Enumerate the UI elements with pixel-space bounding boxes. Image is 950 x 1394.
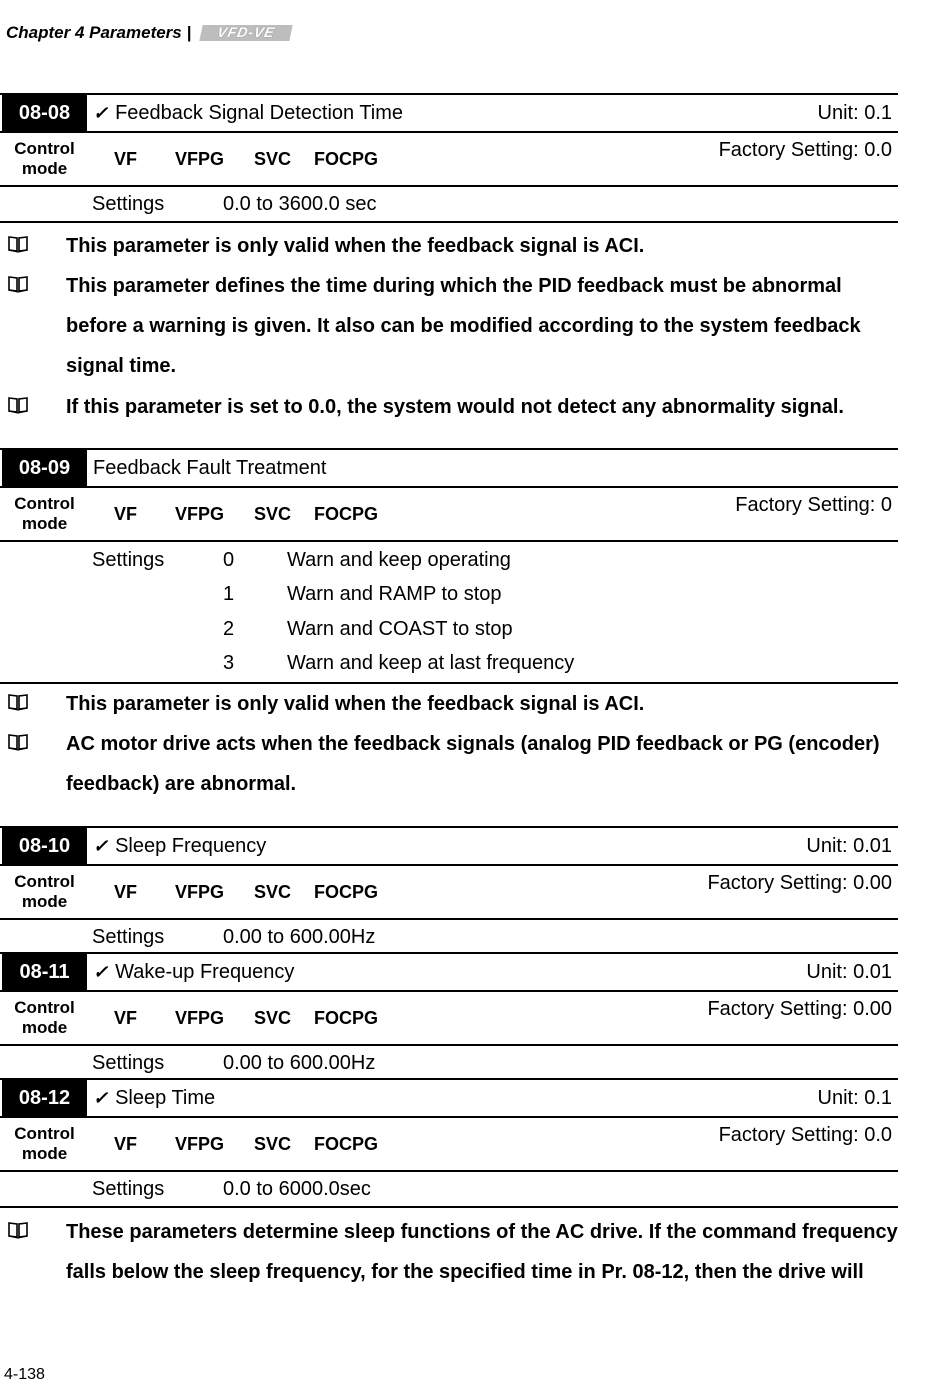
mode-vfpg: VFPG xyxy=(175,504,225,524)
option-number: 3 xyxy=(223,652,235,674)
param-08-11 xyxy=(0,952,898,1080)
mode-svc: SVC xyxy=(254,882,292,902)
note-text: This parameter defines the time during which the PID feedback must be abnormal before a warning is given. It also can be modified according to the system feedback signal time. xyxy=(66,275,861,377)
param-id: 08-10 xyxy=(2,828,87,864)
book-icon xyxy=(8,1221,28,1239)
mode-vf: VF xyxy=(114,149,138,169)
note-item xyxy=(0,684,930,724)
param-08-09 xyxy=(0,448,898,684)
settings-row xyxy=(0,920,898,954)
control-mode-label: Control mode xyxy=(14,1124,75,1163)
note-text: This parameter is only valid when the feedback signal is ACI. xyxy=(66,693,645,715)
page-header xyxy=(6,20,291,46)
option-text: Warn and COAST to stop xyxy=(287,618,513,640)
control-mode-label: Control mode xyxy=(14,494,75,533)
factory-setting: Factory Setting: 0.0 xyxy=(718,1124,892,1146)
option-text: Warn and keep at last frequency xyxy=(287,652,575,674)
param-name: ✓ Feedback Signal Detection Time xyxy=(93,101,404,124)
settings-label: Settings xyxy=(92,193,165,215)
settings-label: Settings xyxy=(92,1178,165,1200)
control-mode-label: Control mode xyxy=(14,139,75,178)
control-mode-row xyxy=(0,1118,898,1172)
settings-value: 0.0 to 6000.0sec xyxy=(223,1178,371,1200)
mode-svc: SVC xyxy=(254,149,292,169)
settings-label: Settings xyxy=(92,549,165,571)
param-name: Feedback Fault Treatment xyxy=(93,456,327,479)
note-item xyxy=(0,724,900,804)
control-mode-row xyxy=(0,133,898,187)
mode-vfpg: VFPG xyxy=(175,1134,225,1154)
book-icon xyxy=(8,733,28,751)
settings-row xyxy=(0,1172,898,1208)
chapter-title: Chapter 4 Parameters | xyxy=(6,23,192,42)
note-text: This parameter is only valid when the feedback signal is ACI. xyxy=(66,235,645,257)
param-unit: Unit: 0.1 xyxy=(817,1086,892,1109)
note-item xyxy=(0,1212,930,1292)
editable-flag-icon: ✓ xyxy=(93,102,109,123)
note-item xyxy=(0,387,930,427)
control-mode-row xyxy=(0,992,898,1046)
param-title-row xyxy=(0,826,898,866)
param-08-08 xyxy=(0,93,898,223)
factory-setting: Factory Setting: 0.00 xyxy=(707,998,892,1020)
param-title-row xyxy=(0,93,898,133)
mode-focpg: FOCPG xyxy=(314,149,379,169)
editable-flag-icon: ✓ xyxy=(93,835,109,856)
option-text: Warn and keep operating xyxy=(287,549,511,571)
control-mode-label: Control mode xyxy=(14,872,75,911)
param-id: 08-09 xyxy=(2,450,87,486)
editable-flag-icon: ✓ xyxy=(93,961,109,982)
param-name: ✓ Sleep Time xyxy=(93,1086,216,1109)
note-item xyxy=(0,226,930,266)
factory-setting: Factory Setting: 0 xyxy=(735,494,892,516)
factory-setting: Factory Setting: 0.0 xyxy=(718,139,892,161)
factory-setting: Factory Setting: 0.00 xyxy=(707,872,892,894)
mode-vfpg: VFPG xyxy=(175,1008,225,1028)
option-number: 1 xyxy=(223,583,235,605)
mode-svc: SVC xyxy=(254,1008,292,1028)
param-title-row xyxy=(0,952,898,992)
option-text: Warn and RAMP to stop xyxy=(287,583,502,605)
param-08-10 xyxy=(0,826,898,954)
settings-label: Settings xyxy=(92,926,165,948)
mode-vfpg: VFPG xyxy=(175,882,225,902)
note-item xyxy=(0,266,880,386)
param-id: 08-12 xyxy=(2,1080,87,1116)
control-mode-row xyxy=(0,488,898,542)
note-text: If this parameter is set to 0.0, the system would not detect any abnormality signal. xyxy=(66,396,844,418)
mode-vf: VF xyxy=(114,1008,138,1028)
mode-svc: SVC xyxy=(254,1134,292,1154)
mode-focpg: FOCPG xyxy=(314,882,379,902)
mode-vf: VF xyxy=(114,882,138,902)
option-number: 2 xyxy=(223,618,235,640)
settings-value: 0.00 to 600.00Hz xyxy=(223,1052,376,1074)
param-title-row xyxy=(0,448,898,488)
param-title-row xyxy=(0,1078,898,1118)
book-icon xyxy=(8,693,28,711)
book-icon xyxy=(8,275,28,293)
param-unit: Unit: 0.1 xyxy=(817,101,892,124)
editable-flag-icon: ✓ xyxy=(93,1087,109,1108)
mode-focpg: FOCPG xyxy=(314,504,379,524)
mode-vf: VF xyxy=(114,504,138,524)
param-08-12 xyxy=(0,1078,898,1208)
param-name: ✓ Sleep Frequency xyxy=(93,834,267,857)
mode-svc: SVC xyxy=(254,504,292,524)
settings-value: 0.00 to 600.00Hz xyxy=(223,926,376,948)
book-icon xyxy=(8,396,28,414)
settings-label: Settings xyxy=(92,1052,165,1074)
control-mode-label: Control mode xyxy=(14,998,75,1037)
note-text: AC motor drive acts when the feedback signals (analog PID feedback or PG (encoder) feedback) are abnormal. xyxy=(66,733,880,795)
settings-row xyxy=(0,187,898,223)
settings-value: 0.0 to 3600.0 sec xyxy=(223,193,377,215)
param-id: 08-08 xyxy=(2,95,87,131)
mode-focpg: FOCPG xyxy=(314,1134,379,1154)
product-logo: VFD-VE xyxy=(200,25,293,41)
mode-vf: VF xyxy=(114,1134,138,1154)
param-name: ✓ Wake-up Frequency xyxy=(93,960,295,983)
param-unit: Unit: 0.01 xyxy=(806,834,892,857)
param-unit: Unit: 0.01 xyxy=(806,960,892,983)
mode-vfpg: VFPG xyxy=(175,149,225,169)
param-id: 08-11 xyxy=(2,954,87,990)
note-text: These parameters determine sleep functions of the AC drive. If the command frequency falls below the sleep frequency, for the specified time in Pr. 08-12, then the drive will xyxy=(66,1221,898,1283)
page-number: 4-138 xyxy=(4,1366,45,1383)
settings-row xyxy=(0,1046,898,1080)
settings-row xyxy=(0,542,898,684)
control-mode-row xyxy=(0,866,898,920)
option-number: 0 xyxy=(223,549,235,571)
book-icon xyxy=(8,235,28,253)
mode-focpg: FOCPG xyxy=(314,1008,379,1028)
